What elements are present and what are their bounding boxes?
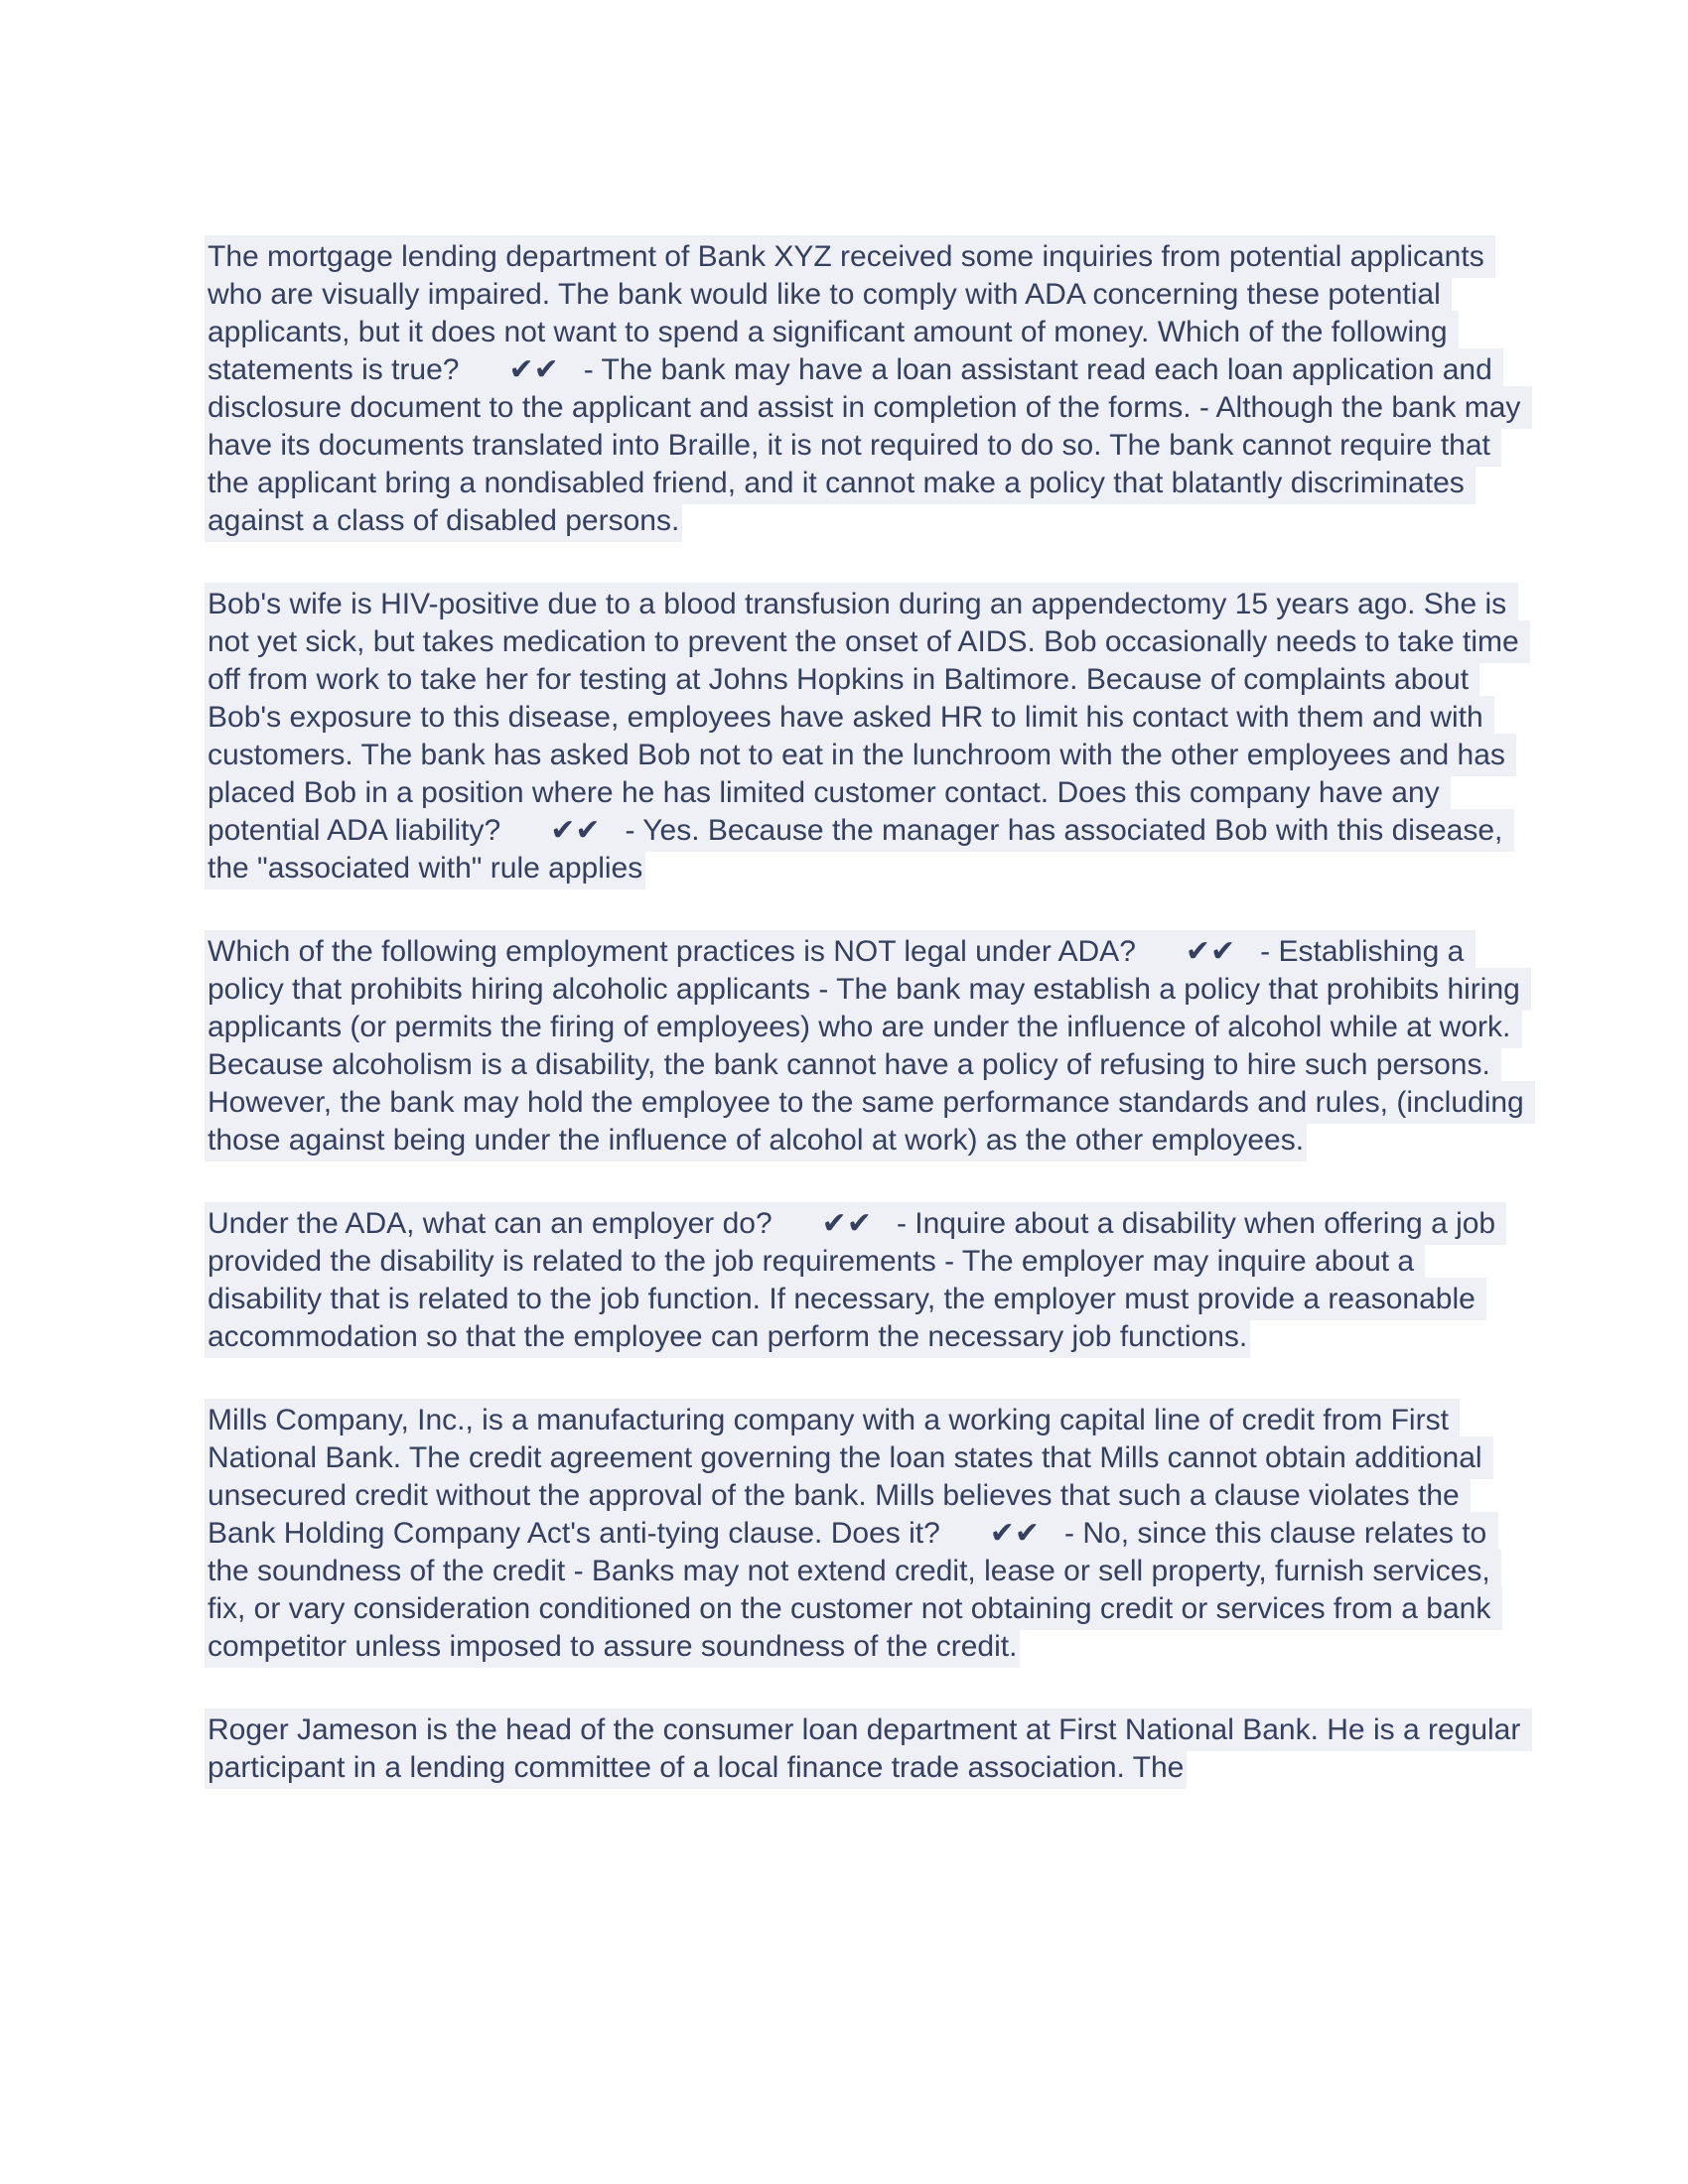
qa-paragraph — [205, 1402, 1525, 1666]
highlighted-text: Which of the following employment practices is NOT legal under ADA? ✔✔ - Establishing a policy that prohibits hiring alcoholic applicants - The bank may establish a policy that prohibits hiring applicants (or permits the firing of employees) who are under the influence of alcohol while at work. Because alcoholism is a disability, the bank cannot have a policy of refusing to hire such persons. However, the bank may hold the employee to the same performance standards and rules, (including those against being under the influence of alcohol at work) as the other employees. — [205, 930, 1535, 1161]
highlighted-text: The mortgage lending department of Bank XYZ received some inquiries from potential applicants who are visually impaired. The bank would like to comply with ADA concerning these potential applicants, but it does not want to spend a significant amount of money. Which of the following statements is true? ✔✔ - The bank may have a loan assistant read each loan application and disclosure document to the applicant and assist in completion of the forms. - Although the bank may have its documents translated into Braille, it is not required to do so. The bank cannot require that the applicant bring a nondisabled friend, and it cannot make a policy that blatantly discriminates against a class of disabled persons. — [205, 235, 1532, 542]
highlighted-text: Roger Jameson is the head of the consumer loan department at First National Bank. He is a regular participant in a lending committee of a local finance trade association. The — [205, 1708, 1532, 1789]
highlighted-text: Bob's wife is HIV-positive due to a blood transfusion during an appendectomy 15 years ago. She is not yet sick, but takes medication to prevent the onset of AIDS. Bob occasionally needs to take time off from work to take her for testing at Johns Hopkins in Baltimore. Because of complaints about Bob's exposure to this disease, employees have asked HR to limit his contact with them and with customers. The bank has asked Bob not to eat in the lunchroom with the other employees and has placed Bob in a position where he has limited customer contact. Does this company have any potential ADA liability? ✔✔ - Yes. Because the manager has associated Bob with this disease, the "associated with" rule applies — [205, 583, 1530, 889]
qa-paragraph — [205, 1205, 1525, 1356]
document-page — [205, 238, 1533, 1833]
highlighted-text: Mills Company, Inc., is a manufacturing company with a working capital line of credit from First National Bank. The credit agreement governing the loan states that Mills cannot obtain additional unsecured credit without the approval of the bank. Mills believes that such a clause violates the Bank Holding Company Act's anti-tying clause. Does it? ✔✔ - No, since this clause relates to the soundness of the credit - Banks may not extend credit, lease or sell property, furnish services, fix, or vary consideration conditioned on the customer not obtaining credit or services from a bank competitor unless imposed to assure soundness of the credit. — [205, 1399, 1502, 1668]
qa-paragraph — [205, 586, 1528, 887]
qa-paragraph — [205, 238, 1529, 540]
qa-paragraph — [205, 1711, 1529, 1787]
highlighted-text: Under the ADA, what can an employer do? ✔✔ - Inquire about a disability when offering a job provided the disability is related to the job requirements - The employer may inquire about a disability that is related to the job function. If necessary, the employer must provide a reasonable accommodation so that the employee can perform the necessary job functions. — [205, 1202, 1506, 1358]
qa-paragraph — [205, 933, 1533, 1160]
